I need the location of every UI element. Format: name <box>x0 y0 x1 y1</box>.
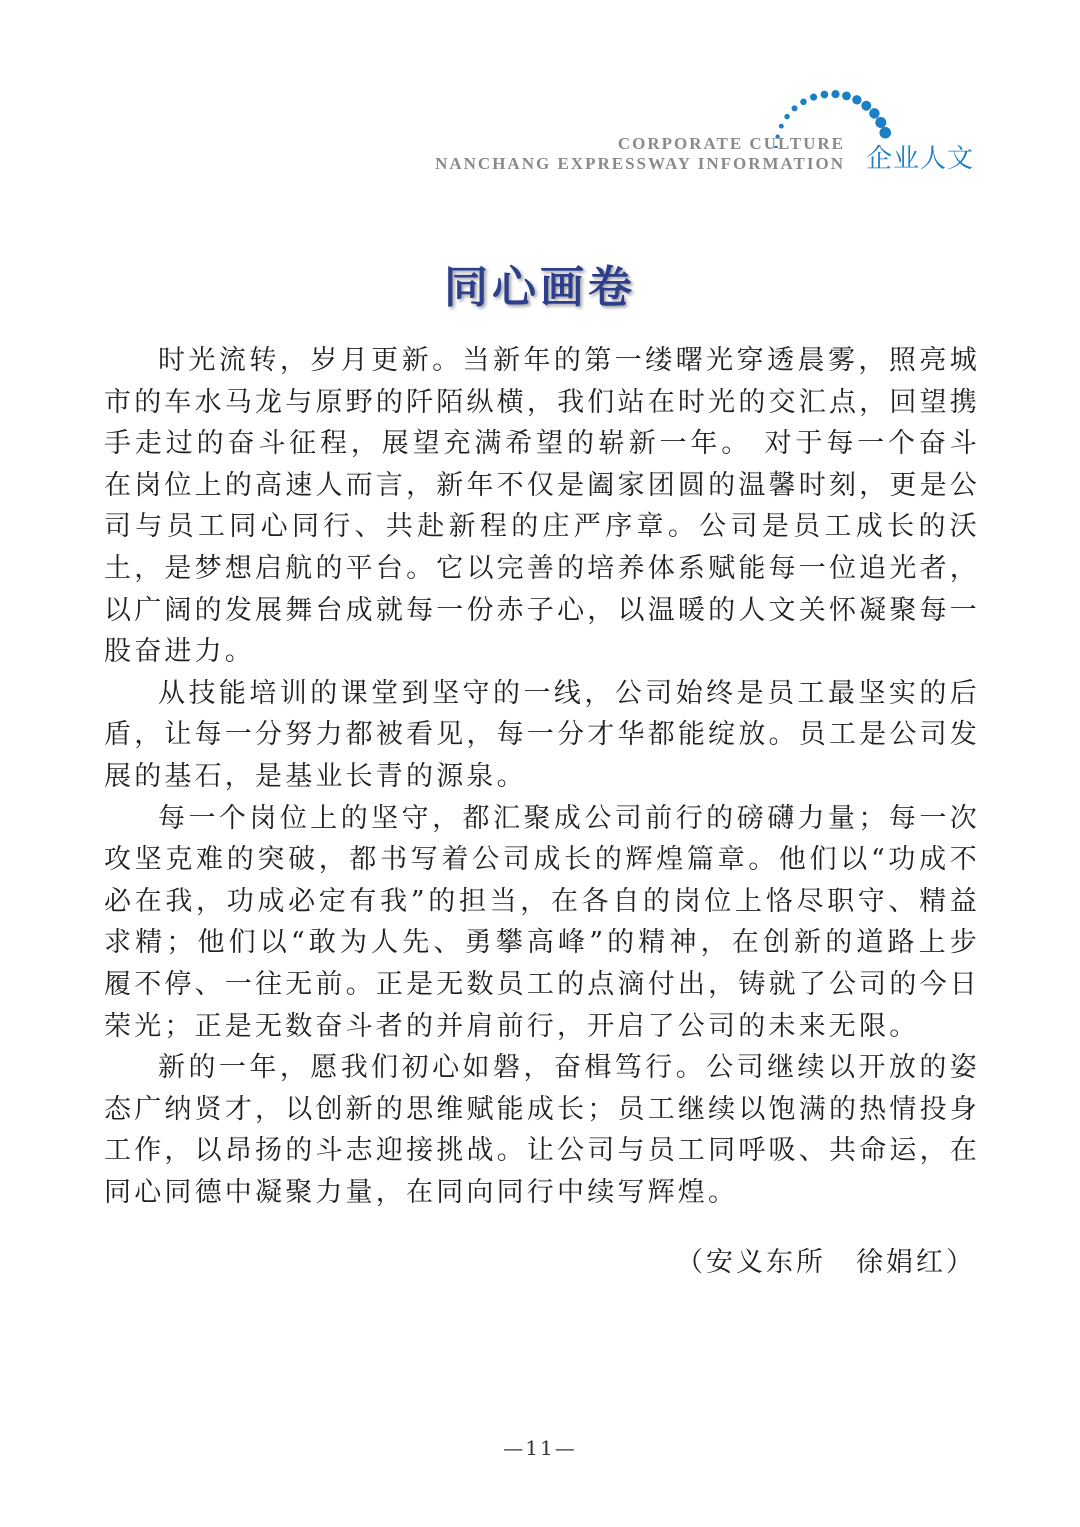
article-paragraph-2: 从技能培训的课堂到坚守的一线，公司始终是员工最坚实的后盾，让每一分努力都被看见，每一分才华都能绽放。员工是公司发展的基石，是基业长青的源泉。 <box>104 677 980 792</box>
article-paragraph-3: 每一个岗位上的坚守，都汇聚成公司前行的磅礴力量；每一次攻坚克难的突破，都书写着公司成长的辉煌篇章。他们以“功成不必在我，功成必定有我”的担当，在各自的岗位上恪尽职守、精益求精；他们以“敢为人先、勇攀高峰”的精神，在创新的道路上步履不停、一往无前。正是无数员工的点滴付出，铸就了公司的今日荣光；正是无数奋斗者的并肩前行，开启了公司的未来无限。 <box>104 802 980 1042</box>
article-body <box>104 340 980 1213</box>
arc-dot <box>879 127 891 139</box>
arc-dot <box>842 92 851 101</box>
arc-dot <box>800 99 807 106</box>
arc-dot <box>821 91 829 99</box>
page-header <box>0 0 1080 200</box>
arc-dot <box>852 95 861 104</box>
article-paragraph-4: 新的一年，愿我们初心如磐，奋楫笃行。公司继续以开放的姿态广纳贤才，以创新的思维赋能成长；员工继续以饱满的热情投身工作，以昂扬的斗志迎接挑战。让公司与员工同呼吸、共命运，在同心同德中凝聚力量，在同向同行中续写辉煌。 <box>104 1052 980 1208</box>
arc-dot <box>810 94 817 101</box>
arc-dot <box>861 101 871 111</box>
arc-dot <box>792 105 798 111</box>
author-signature: （安义东所 徐娟红） <box>676 1247 976 1278</box>
arc-dot <box>875 117 886 128</box>
page-title: 同心画卷 <box>444 262 636 314</box>
header-section-name: 企业人文 <box>866 144 975 174</box>
header-english-line-1: CORPORATE CULTURE <box>617 134 845 153</box>
page-number: —11— <box>503 1436 577 1460</box>
arc-dot <box>869 108 879 118</box>
article-paragraph-1: 时光流转，岁月更新。当新年的第一缕曙光穿透晨雾，照亮城市的车水马龙与原野的阡陌纵横，我们站在时光的交汇点，回望携手走过的奋斗征程，展望充满希望的崭新一年。 对于每一个奋斗在岗位上的高速人而言，新年不仅是阖家团圆的温馨时刻，更是公司与员工同心同行、共赴新程的庄严序章。公司是员工成长的沃土，是梦想启航的平台。它以完善的培养体系赋能每一位追光者，以广阔的发展舞台成就每一份赤子心，以温暖的人文关怀凝聚每一股奋进力。 <box>104 345 980 668</box>
arc-dot <box>784 114 789 119</box>
arc-dot <box>779 124 784 129</box>
arc-dot <box>831 90 839 98</box>
header-english-line-2: NANCHANG EXPRESSWAY INFORMATION <box>435 154 845 173</box>
